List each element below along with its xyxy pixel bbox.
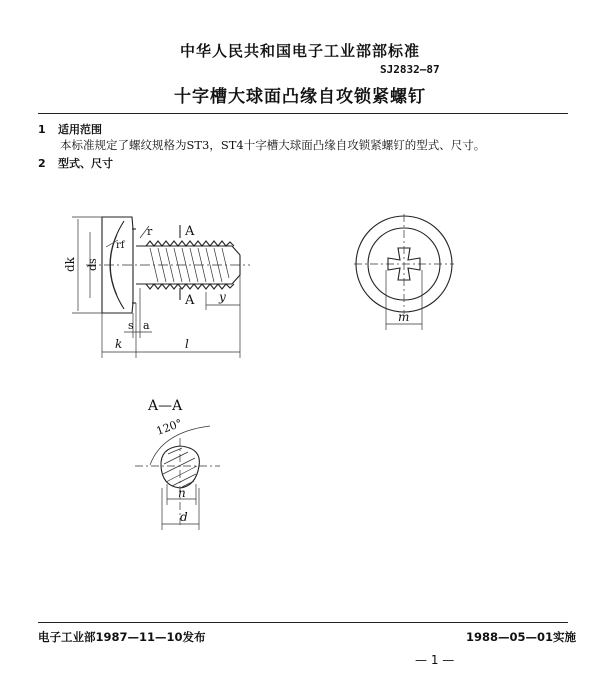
- y-label: y: [219, 290, 226, 304]
- thread-top: [146, 241, 234, 246]
- l-label: l: [185, 337, 189, 351]
- a-label: a: [143, 319, 150, 332]
- r-label: r: [147, 225, 153, 238]
- d-label: d: [180, 510, 188, 524]
- m-label: m: [398, 310, 410, 324]
- section-number: 1: [38, 123, 46, 136]
- section-title: 型式、尺寸: [58, 157, 113, 170]
- thread-bottom: [146, 284, 234, 289]
- scope-paragraph: 本标准规定了螺纹规格为ST3，ST4十字槽大球面凸缘自攻锁紧螺钉的型式、尺寸。: [60, 138, 486, 152]
- s-label: s: [128, 319, 134, 332]
- section-title: A—A: [148, 398, 183, 414]
- section-mark-a-bottom: A: [185, 293, 195, 308]
- footer-rule: [38, 622, 568, 623]
- issued-date: 电子工业部1987—11—10发布: [38, 630, 206, 644]
- tip-chamfer: [232, 275, 240, 284]
- angle-label: 120°: [154, 416, 184, 438]
- standard-code: SJ2832—87: [380, 63, 440, 76]
- tip-chamfer: [232, 246, 240, 255]
- page-number: — 1 —: [415, 653, 455, 667]
- section-title: 适用范围: [58, 123, 102, 136]
- rf-label: rf: [116, 240, 125, 251]
- section-mark-a-top: A: [185, 224, 195, 239]
- document-title: 十字槽大球面凸缘自攻锁紧螺钉: [174, 87, 426, 107]
- screw-top-view: [354, 214, 454, 330]
- screw-side-view: [63, 217, 250, 358]
- dk-label: dk: [63, 257, 77, 272]
- k-label: k: [115, 337, 123, 351]
- section-number: 2: [38, 157, 46, 170]
- effective-date: 1988—05—01实施: [466, 630, 577, 644]
- section-a-a-view: [135, 398, 220, 530]
- issuing-organization: 中华人民共和国电子工业部部标准: [179, 42, 420, 60]
- n-label: n: [178, 486, 186, 500]
- ds-label: ds: [86, 258, 99, 271]
